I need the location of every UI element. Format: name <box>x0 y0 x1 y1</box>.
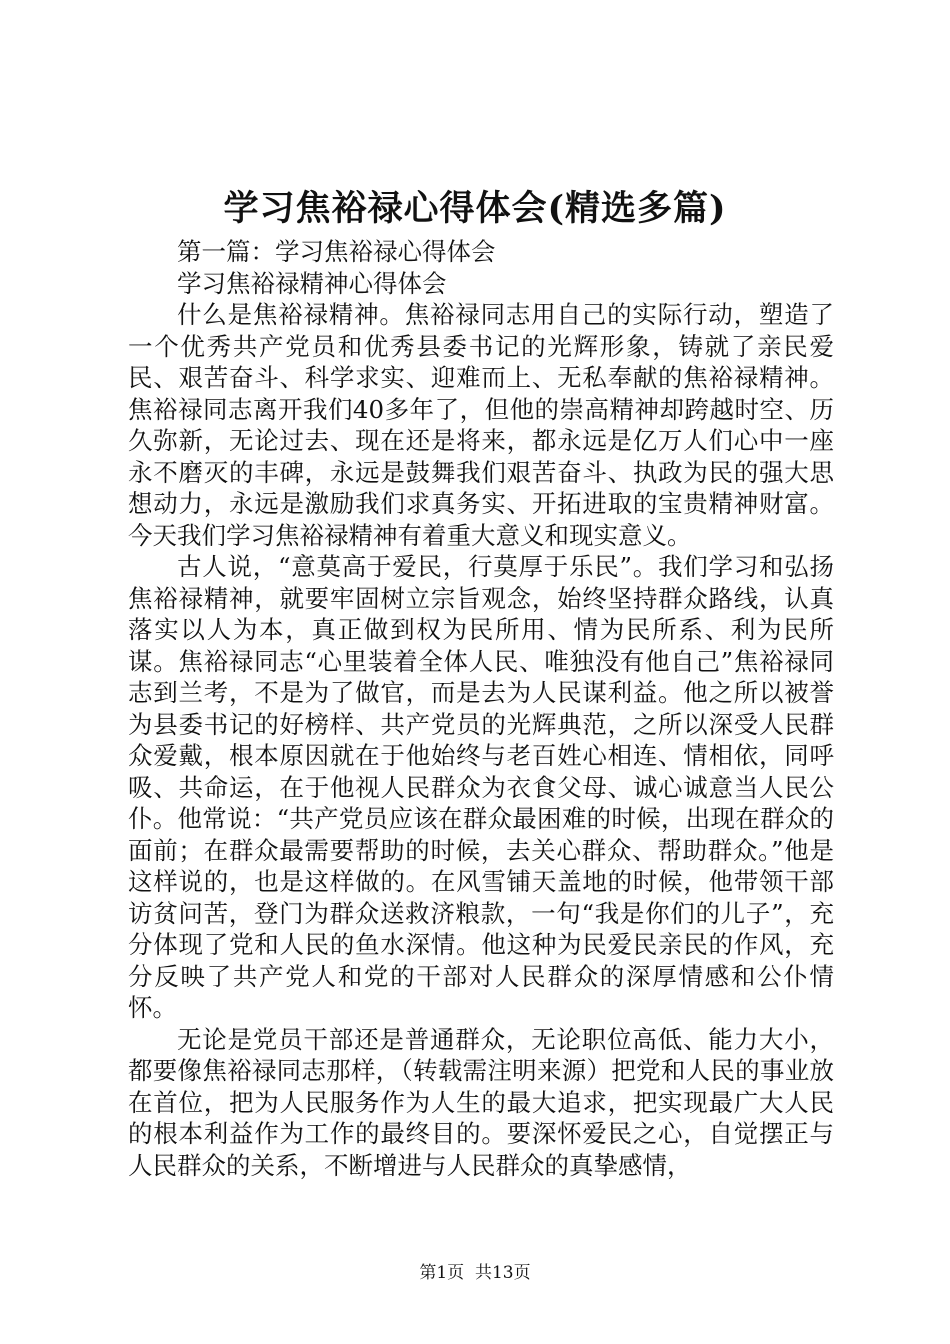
page-number: 第1页 共13页 <box>419 1263 531 1283</box>
section-heading: 第一篇：学习焦裕禄心得体会 <box>177 237 496 266</box>
paragraph-2: 古人说，“意莫高于爱民，行莫厚于乐民”。我们学习和弘扬焦裕禄精神，就要牢固树立宗旨观念，始终坚持群众路线，认真落实以人为本，真正做到权为民所用、情为民所系、利为民所谋。焦裕禄同志“心里装着全体人民、唯独没有他自己”焦裕禄同志到兰考，不是为了做官，而是去为人民谋利益。他之所以被誉为县委书记的好榜样、共产党员的光辉典范，之所以深受人民群众爱戴，根本原因就在于他始终与老百姓心相连、情相依，同呼吸、共命运，在于他视人民群众为衣食父母、诚心诚意当人民公仆。他常说：“共产党员应该在群众最困难的时候，出现在群众的面前；在群众最需要帮助的时候，去关心群众、帮助群众。”他是这样说的，也是这样做的。在风雪铺天盖地的时候，他带领干部访贫问苦，登门为群众送救济粮款，一句“我是你们的儿子”，充分体现了党和人民的鱼水深情。他这种为民爱民亲民的作风，充分反映了共产党人和党的干部对人民群众的深厚情感和公仆情怀。 <box>128 552 834 1022</box>
document-body <box>128 236 834 1181</box>
sub-heading: 学习焦裕禄精神心得体会 <box>177 268 447 298</box>
paragraph-3: 无论是党员干部还是普通群众，无论职位高低、能力大小，都要像焦裕禄同志那样，（转载需注明来源）把党和人民的事业放在首位，把为人民服务作为人生的最大追求，把实现最广大人民的根本利益作为工作的最终目的。要深怀爱民之心，自觉摆正与人民群众的关系，不断增进与人民群众的真挚感情， <box>128 1024 834 1180</box>
paragraph-1: 什么是焦裕禄精神。焦裕禄同志用自己的实际行动，塑造了一个优秀共产党员和优秀县委书记的光辉形象，铸就了亲民爱民、艰苦奋斗、科学求实、迎难而上、无私奉献的焦裕禄精神。焦裕禄同志离开我们40多年了，但他的崇高精神却跨越时空、历久弥新，无论过去、现在还是将来，都永远是亿万人们心中一座永不磨灭的丰碑，永远是鼓舞我们艰苦奋斗、执政为民的强大思想动力，永远是激励我们求真务实、开拓进取的宝贵精神财富。今天我们学习焦裕禄精神有着重大意义和现实意义。 <box>128 300 834 550</box>
document-title: 学习焦裕禄心得体会(精选多篇) <box>223 188 727 229</box>
page-footer <box>0 1262 950 1284</box>
